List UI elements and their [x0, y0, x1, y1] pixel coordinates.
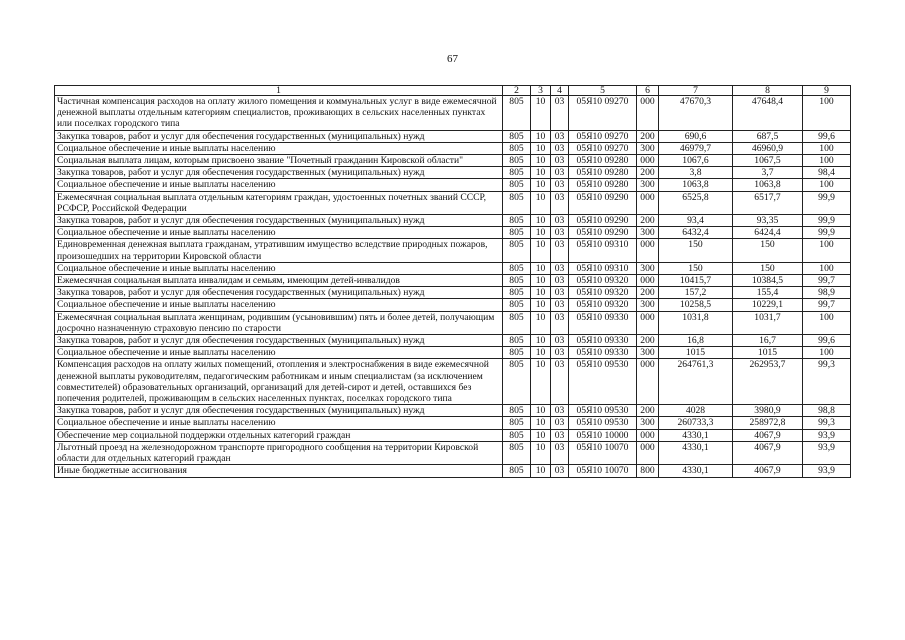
table-row — [55, 191, 851, 214]
cell-execution-percent: 93,9 — [803, 429, 851, 441]
cell-executed-amount: 155,4 — [733, 287, 803, 299]
table-row — [55, 179, 851, 191]
cell-ministry-code: 805 — [503, 130, 531, 142]
cell-target-article: 05Я10 10000 — [569, 429, 637, 441]
cell-execution-percent: 99,7 — [803, 275, 851, 287]
cell-expense-type: 300 — [637, 227, 659, 239]
cell-executed-amount: 47648,4 — [733, 96, 803, 131]
cell-ministry-code: 805 — [503, 155, 531, 167]
cell-executed-amount: 1031,7 — [733, 311, 803, 334]
cell-subsection-code: 03 — [551, 465, 569, 477]
table-row — [55, 262, 851, 274]
cell-description: Закупка товаров, работ и услуг для обеспечения государственных (муниципальных) нужд — [55, 215, 503, 227]
cell-description: Частичная компенсация расходов на оплату жилого помещения и коммунальных услуг в виде ежемесячной денежной выплаты отдельным категориям специалистов, проживающих в сельских населенных пунктах или поселках городского типа — [55, 96, 503, 131]
cell-target-article: 05Я10 09290 — [569, 191, 637, 214]
cell-executed-amount: 1015 — [733, 347, 803, 359]
cell-subsection-code: 03 — [551, 262, 569, 274]
header-row — [55, 86, 851, 96]
table-row — [55, 227, 851, 239]
header-cell-planned-amount: 7 — [659, 86, 733, 96]
cell-subsection-code: 03 — [551, 130, 569, 142]
cell-subsection-code: 03 — [551, 155, 569, 167]
cell-subsection-code: 03 — [551, 429, 569, 441]
cell-description: Компенсация расходов на оплату жилых помещений, отопления и электроснабжения в виде ежемесячной денежной выплаты руководителям, педагогическим работникам и иным специалистам (за исключением совместителей) образовательных организаций, организаций для детей-сирот и детей, оставшихся без попечения родителей, проживающим в сельских населенных пунктах, поселках городского типа — [55, 359, 503, 405]
cell-target-article: 05Я10 10070 — [569, 465, 637, 477]
cell-description: Социальное обеспечение и иные выплаты населению — [55, 179, 503, 191]
header-cell-target-article: 5 — [569, 86, 637, 96]
cell-execution-percent: 98,4 — [803, 167, 851, 179]
cell-section-code: 10 — [531, 359, 551, 405]
cell-subsection-code: 03 — [551, 179, 569, 191]
table-row — [55, 287, 851, 299]
table-row — [55, 167, 851, 179]
table-row — [55, 359, 851, 405]
cell-target-article: 05Я10 09270 — [569, 96, 637, 131]
cell-expense-type: 200 — [637, 215, 659, 227]
cell-description: Социальное обеспечение и иные выплаты населению — [55, 299, 503, 311]
cell-execution-percent: 99,3 — [803, 417, 851, 429]
cell-expense-type: 300 — [637, 347, 659, 359]
cell-execution-percent: 99,6 — [803, 130, 851, 142]
cell-ministry-code: 805 — [503, 215, 531, 227]
cell-section-code: 10 — [531, 417, 551, 429]
cell-expense-type: 000 — [637, 429, 659, 441]
cell-planned-amount: 1015 — [659, 347, 733, 359]
cell-description: Закупка товаров, работ и услуг для обеспечения государственных (муниципальных) нужд — [55, 130, 503, 142]
cell-planned-amount: 47670,3 — [659, 96, 733, 131]
cell-section-code: 10 — [531, 142, 551, 154]
cell-target-article: 05Я10 10070 — [569, 441, 637, 464]
cell-ministry-code: 805 — [503, 429, 531, 441]
cell-ministry-code: 805 — [503, 347, 531, 359]
cell-section-code: 10 — [531, 96, 551, 131]
cell-expense-type: 000 — [637, 191, 659, 214]
cell-expense-type: 300 — [637, 142, 659, 154]
cell-executed-amount: 6517,7 — [733, 191, 803, 214]
cell-execution-percent: 100 — [803, 311, 851, 334]
cell-ministry-code: 805 — [503, 311, 531, 334]
cell-description: Ежемесячная социальная выплата женщинам, родившим (усыновившим) пять и более детей, получающим досрочно назначенную страховую пенсию по старости — [55, 311, 503, 334]
cell-description: Льготный проезд на железнодорожном транспорте пригородного сообщения на территории Кировской области для отдельных категорий граждан — [55, 441, 503, 464]
table-row — [55, 441, 851, 464]
cell-subsection-code: 03 — [551, 359, 569, 405]
cell-executed-amount: 4067,9 — [733, 465, 803, 477]
cell-description: Социальная выплата лицам, которым присвоено звание "Почетный гражданин Кировской области" — [55, 155, 503, 167]
header-cell-executed-amount: 8 — [733, 86, 803, 96]
cell-execution-percent: 93,9 — [803, 441, 851, 464]
cell-section-code: 10 — [531, 191, 551, 214]
cell-expense-type: 200 — [637, 167, 659, 179]
cell-subsection-code: 03 — [551, 96, 569, 131]
cell-description: Закупка товаров, работ и услуг для обеспечения государственных (муниципальных) нужд — [55, 335, 503, 347]
cell-section-code: 10 — [531, 311, 551, 334]
cell-section-code: 10 — [531, 227, 551, 239]
cell-ministry-code: 805 — [503, 465, 531, 477]
table-row — [55, 239, 851, 262]
cell-planned-amount: 16,8 — [659, 335, 733, 347]
cell-expense-type: 000 — [637, 96, 659, 131]
cell-ministry-code: 805 — [503, 287, 531, 299]
cell-target-article: 05Я10 09330 — [569, 347, 637, 359]
cell-ministry-code: 805 — [503, 275, 531, 287]
header-cell-subsection-code: 4 — [551, 86, 569, 96]
cell-target-article: 05Я10 09330 — [569, 335, 637, 347]
cell-description: Обеспечение мер социальной поддержки отдельных категорий граждан — [55, 429, 503, 441]
cell-section-code: 10 — [531, 155, 551, 167]
cell-section-code: 10 — [531, 335, 551, 347]
cell-description: Ежемесячная социальная выплата инвалидам и семьям, имеющим детей-инвалидов — [55, 275, 503, 287]
cell-expense-type: 200 — [637, 287, 659, 299]
cell-ministry-code: 805 — [503, 262, 531, 274]
cell-description: Закупка товаров, работ и услуг для обеспечения государственных (муниципальных) нужд — [55, 287, 503, 299]
cell-description: Закупка товаров, работ и услуг для обеспечения государственных (муниципальных) нужд — [55, 167, 503, 179]
cell-planned-amount: 690,6 — [659, 130, 733, 142]
cell-description: Иные бюджетные ассигнования — [55, 465, 503, 477]
cell-executed-amount: 6424,4 — [733, 227, 803, 239]
table-row — [55, 311, 851, 334]
cell-execution-percent: 99,9 — [803, 227, 851, 239]
cell-target-article: 05Я10 09280 — [569, 167, 637, 179]
cell-execution-percent: 100 — [803, 96, 851, 131]
cell-expense-type: 300 — [637, 299, 659, 311]
cell-subsection-code: 03 — [551, 215, 569, 227]
cell-expense-type: 300 — [637, 262, 659, 274]
cell-target-article: 05Я10 09270 — [569, 142, 637, 154]
cell-planned-amount: 1031,8 — [659, 311, 733, 334]
cell-target-article: 05Я10 09310 — [569, 239, 637, 262]
cell-executed-amount: 4067,9 — [733, 441, 803, 464]
cell-executed-amount: 150 — [733, 262, 803, 274]
cell-executed-amount: 687,5 — [733, 130, 803, 142]
table-row — [55, 465, 851, 477]
cell-section-code: 10 — [531, 299, 551, 311]
header-cell-ministry-code: 2 — [503, 86, 531, 96]
cell-expense-type: 300 — [637, 417, 659, 429]
cell-section-code: 10 — [531, 441, 551, 464]
cell-execution-percent: 100 — [803, 142, 851, 154]
cell-subsection-code: 03 — [551, 287, 569, 299]
cell-section-code: 10 — [531, 275, 551, 287]
cell-ministry-code: 805 — [503, 441, 531, 464]
table-row — [55, 429, 851, 441]
cell-section-code: 10 — [531, 287, 551, 299]
cell-executed-amount: 46960,9 — [733, 142, 803, 154]
budget-table-body — [55, 86, 851, 478]
cell-planned-amount: 6432,4 — [659, 227, 733, 239]
cell-planned-amount: 150 — [659, 239, 733, 262]
cell-target-article: 05Я10 09530 — [569, 405, 637, 417]
cell-subsection-code: 03 — [551, 239, 569, 262]
cell-planned-amount: 4330,1 — [659, 441, 733, 464]
cell-description: Социальное обеспечение и иные выплаты населению — [55, 347, 503, 359]
cell-planned-amount: 1063,8 — [659, 179, 733, 191]
cell-planned-amount: 4330,1 — [659, 429, 733, 441]
cell-ministry-code: 805 — [503, 405, 531, 417]
cell-ministry-code: 805 — [503, 239, 531, 262]
page-number: 67 — [447, 53, 458, 65]
cell-section-code: 10 — [531, 405, 551, 417]
cell-section-code: 10 — [531, 262, 551, 274]
table-row — [55, 405, 851, 417]
cell-expense-type: 000 — [637, 239, 659, 262]
cell-planned-amount: 3,8 — [659, 167, 733, 179]
cell-execution-percent: 100 — [803, 179, 851, 191]
table-row — [55, 335, 851, 347]
cell-expense-type: 000 — [637, 359, 659, 405]
cell-expense-type: 200 — [637, 405, 659, 417]
header-cell-section-code: 3 — [531, 86, 551, 96]
cell-section-code: 10 — [531, 347, 551, 359]
cell-executed-amount: 93,35 — [733, 215, 803, 227]
cell-planned-amount: 4330,1 — [659, 465, 733, 477]
cell-subsection-code: 03 — [551, 142, 569, 154]
cell-target-article: 05Я10 09290 — [569, 215, 637, 227]
cell-expense-type: 000 — [637, 441, 659, 464]
cell-target-article: 05Я10 09320 — [569, 275, 637, 287]
header-cell-description: 1 — [55, 86, 503, 96]
cell-subsection-code: 03 — [551, 299, 569, 311]
cell-execution-percent: 99,9 — [803, 191, 851, 214]
cell-planned-amount: 157,2 — [659, 287, 733, 299]
cell-executed-amount: 10384,5 — [733, 275, 803, 287]
header-cell-expense-type: 6 — [637, 86, 659, 96]
cell-target-article: 05Я10 09320 — [569, 287, 637, 299]
cell-expense-type: 000 — [637, 275, 659, 287]
cell-target-article: 05Я10 09530 — [569, 417, 637, 429]
table-row — [55, 96, 851, 131]
table-row — [55, 130, 851, 142]
cell-executed-amount: 3,7 — [733, 167, 803, 179]
table-row — [55, 275, 851, 287]
cell-ministry-code: 805 — [503, 335, 531, 347]
cell-description: Социальное обеспечение и иные выплаты населению — [55, 417, 503, 429]
cell-section-code: 10 — [531, 130, 551, 142]
cell-section-code: 10 — [531, 215, 551, 227]
cell-execution-percent: 99,6 — [803, 335, 851, 347]
cell-expense-type: 800 — [637, 465, 659, 477]
cell-planned-amount: 10258,5 — [659, 299, 733, 311]
cell-planned-amount: 6525,8 — [659, 191, 733, 214]
cell-subsection-code: 03 — [551, 311, 569, 334]
cell-subsection-code: 03 — [551, 191, 569, 214]
cell-planned-amount: 46979,7 — [659, 142, 733, 154]
cell-execution-percent: 99,9 — [803, 215, 851, 227]
cell-description: Социальное обеспечение и иные выплаты населению — [55, 262, 503, 274]
cell-execution-percent: 99,7 — [803, 299, 851, 311]
cell-execution-percent: 99,3 — [803, 359, 851, 405]
cell-ministry-code: 805 — [503, 179, 531, 191]
cell-section-code: 10 — [531, 239, 551, 262]
cell-expense-type: 200 — [637, 130, 659, 142]
cell-expense-type: 200 — [637, 335, 659, 347]
cell-target-article: 05Я10 09290 — [569, 227, 637, 239]
cell-target-article: 05Я10 09530 — [569, 359, 637, 405]
table-row — [55, 299, 851, 311]
cell-execution-percent: 100 — [803, 155, 851, 167]
cell-planned-amount: 10415,7 — [659, 275, 733, 287]
cell-executed-amount: 150 — [733, 239, 803, 262]
cell-description: Ежемесячная социальная выплата отдельным категориям граждан, удостоенных почетных званий СССР, РСФСР, Российской Федерации — [55, 191, 503, 214]
cell-subsection-code: 03 — [551, 275, 569, 287]
cell-target-article: 05Я10 09280 — [569, 155, 637, 167]
cell-target-article: 05Я10 09320 — [569, 299, 637, 311]
cell-section-code: 10 — [531, 179, 551, 191]
table-row — [55, 155, 851, 167]
cell-planned-amount: 4028 — [659, 405, 733, 417]
cell-planned-amount: 260733,3 — [659, 417, 733, 429]
cell-execution-percent: 100 — [803, 262, 851, 274]
cell-subsection-code: 03 — [551, 441, 569, 464]
cell-execution-percent: 93,9 — [803, 465, 851, 477]
cell-target-article: 05Я10 09280 — [569, 179, 637, 191]
cell-subsection-code: 03 — [551, 167, 569, 179]
cell-subsection-code: 03 — [551, 335, 569, 347]
cell-executed-amount: 258972,8 — [733, 417, 803, 429]
cell-subsection-code: 03 — [551, 347, 569, 359]
cell-description: Закупка товаров, работ и услуг для обеспечения государственных (муниципальных) нужд — [55, 405, 503, 417]
cell-planned-amount: 1067,6 — [659, 155, 733, 167]
cell-subsection-code: 03 — [551, 405, 569, 417]
cell-executed-amount: 262953,7 — [733, 359, 803, 405]
cell-expense-type: 300 — [637, 179, 659, 191]
cell-ministry-code: 805 — [503, 167, 531, 179]
cell-section-code: 10 — [531, 429, 551, 441]
cell-target-article: 05Я10 09270 — [569, 130, 637, 142]
cell-ministry-code: 805 — [503, 96, 531, 131]
cell-ministry-code: 805 — [503, 191, 531, 214]
cell-section-code: 10 — [531, 167, 551, 179]
cell-ministry-code: 805 — [503, 299, 531, 311]
table-row — [55, 347, 851, 359]
cell-executed-amount: 3980,9 — [733, 405, 803, 417]
cell-description: Социальное обеспечение и иные выплаты населению — [55, 227, 503, 239]
cell-target-article: 05Я10 09330 — [569, 311, 637, 334]
cell-description: Единовременная денежная выплата гражданам, утратившим имущество вследствие природных пожаров, произошедших на территории Кировской области — [55, 239, 503, 262]
cell-execution-percent: 100 — [803, 347, 851, 359]
cell-executed-amount: 4067,9 — [733, 429, 803, 441]
cell-target-article: 05Я10 09310 — [569, 262, 637, 274]
cell-execution-percent: 98,8 — [803, 405, 851, 417]
table-row — [55, 417, 851, 429]
cell-description: Социальное обеспечение и иные выплаты населению — [55, 142, 503, 154]
cell-executed-amount: 1063,8 — [733, 179, 803, 191]
cell-execution-percent: 100 — [803, 239, 851, 262]
cell-execution-percent: 98,9 — [803, 287, 851, 299]
table-row — [55, 142, 851, 154]
cell-expense-type: 000 — [637, 155, 659, 167]
cell-subsection-code: 03 — [551, 227, 569, 239]
table-row — [55, 215, 851, 227]
cell-executed-amount: 16,7 — [733, 335, 803, 347]
cell-executed-amount: 10229,1 — [733, 299, 803, 311]
cell-section-code: 10 — [531, 465, 551, 477]
cell-subsection-code: 03 — [551, 417, 569, 429]
cell-expense-type: 000 — [637, 311, 659, 334]
cell-ministry-code: 805 — [503, 227, 531, 239]
budget-table — [54, 85, 851, 478]
cell-ministry-code: 805 — [503, 142, 531, 154]
cell-ministry-code: 805 — [503, 359, 531, 405]
cell-planned-amount: 150 — [659, 262, 733, 274]
cell-ministry-code: 805 — [503, 417, 531, 429]
header-cell-execution-percent: 9 — [803, 86, 851, 96]
cell-planned-amount: 264761,3 — [659, 359, 733, 405]
cell-executed-amount: 1067,5 — [733, 155, 803, 167]
cell-planned-amount: 93,4 — [659, 215, 733, 227]
